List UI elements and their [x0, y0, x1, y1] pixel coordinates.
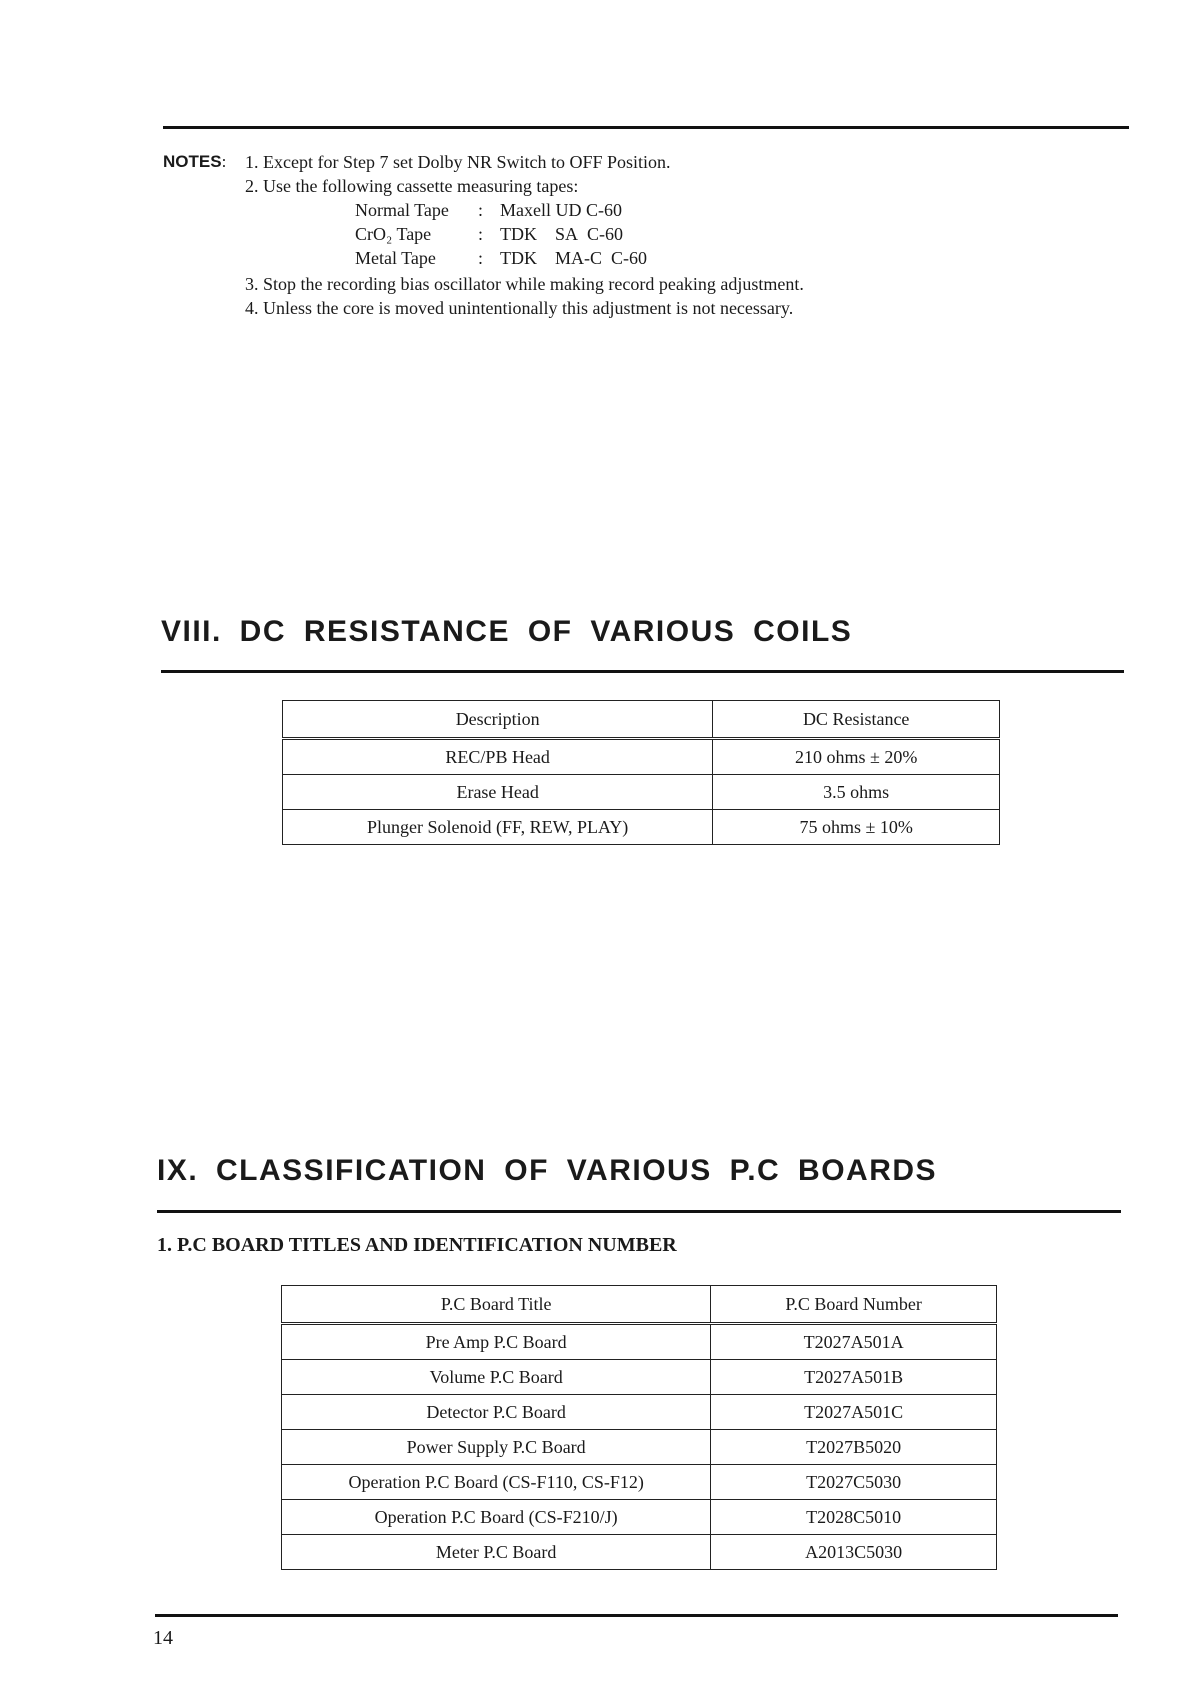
note-item-3: 3. Stop the recording bias oscillator while making record peaking adjustment. [245, 274, 804, 294]
section-8-title: VIII. DC RESISTANCE OF VARIOUS COILS [161, 615, 853, 648]
page-number: 14 [153, 1627, 173, 1649]
table-cell: T2027A501C [711, 1395, 997, 1430]
table-cell: Pre Amp P.C Board [282, 1324, 711, 1360]
table-cell: 75 ohms ± 10% [713, 810, 1000, 845]
table-cell: REC/PB Head [283, 739, 713, 775]
notes-label: NOTES: [163, 152, 227, 171]
bottom-rule [155, 1614, 1118, 1617]
table-cell: T2027C5030 [711, 1465, 997, 1500]
table-header-row [282, 1286, 997, 1324]
note-item-1: 1. Except for Step 7 set Dolby NR Switch to OFF Position. [245, 152, 671, 172]
pc-board-table [281, 1285, 997, 1570]
table-cell: Volume P.C Board [282, 1360, 711, 1395]
table-cell: A2013C5030 [711, 1535, 997, 1570]
section-9-rule [157, 1210, 1121, 1213]
table-row [283, 739, 1000, 775]
table-cell: T2027A501B [711, 1360, 997, 1395]
table-cell: Operation P.C Board (CS-F110, CS-F12) [282, 1465, 711, 1500]
column-header-dc-resistance: DC Resistance [713, 701, 1000, 739]
table-cell: Plunger Solenoid (FF, REW, PLAY) [283, 810, 713, 845]
table-cell: 210 ohms ± 20% [713, 739, 1000, 775]
table-row [282, 1535, 997, 1570]
table-cell: Power Supply P.C Board [282, 1430, 711, 1465]
table-row [283, 810, 1000, 845]
table-row [282, 1324, 997, 1360]
table-cell: 3.5 ohms [713, 775, 1000, 810]
section-9-subtitle: 1. P.C BOARD TITLES AND IDENTIFICATION NUMBER [157, 1234, 677, 1256]
column-header-board-title: P.C Board Title [282, 1286, 711, 1324]
table-cell: Operation P.C Board (CS-F210/J) [282, 1500, 711, 1535]
table-row [282, 1360, 997, 1395]
table-row [282, 1395, 997, 1430]
table-cell: Erase Head [283, 775, 713, 810]
coil-resistance-table [282, 700, 1000, 845]
table-row [283, 775, 1000, 810]
top-rule [163, 126, 1129, 129]
table-header-row [283, 701, 1000, 739]
table-row [282, 1430, 997, 1465]
table-cell: T2027A501A [711, 1324, 997, 1360]
table-cell: T2028C5010 [711, 1500, 997, 1535]
note-item-2: 2. Use the following cassette measuring tapes: [245, 176, 579, 196]
note-item-4: 4. Unless the core is moved unintentionally this adjustment is not necessary. [245, 298, 794, 318]
table-cell: Detector P.C Board [282, 1395, 711, 1430]
section-9-title: IX. CLASSIFICATION OF VARIOUS P.C BOARDS [157, 1154, 938, 1187]
table-cell: T2027B5020 [711, 1430, 997, 1465]
column-header-board-number: P.C Board Number [711, 1286, 997, 1324]
column-header-description: Description [283, 701, 713, 739]
table-row [282, 1500, 997, 1535]
table-cell: Meter P.C Board [282, 1535, 711, 1570]
table-row [282, 1465, 997, 1500]
section-8-rule [161, 670, 1124, 673]
